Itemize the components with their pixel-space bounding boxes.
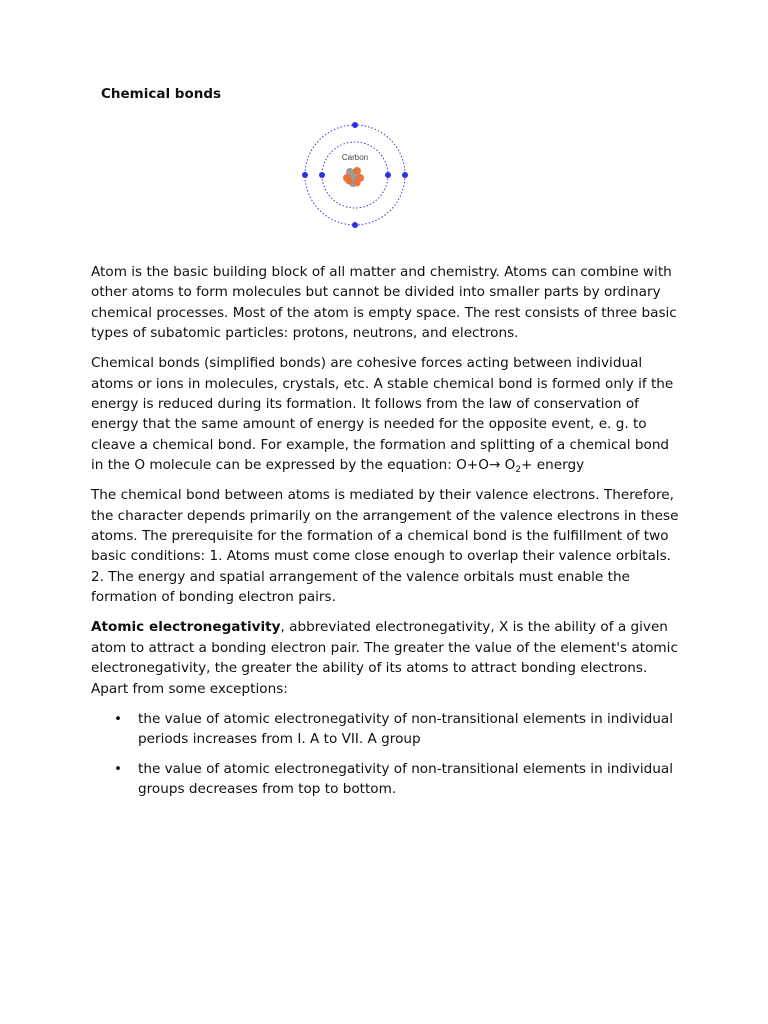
nucleus (343, 167, 364, 187)
list-item-text: the value of atomic electronegativity of non-transitional elements in individual periods increases from I. A to VII. A group (138, 710, 673, 747)
list-item (91, 759, 681, 800)
bold-term: Atomic electronegativity (91, 619, 281, 636)
paragraph-text: Chemical bonds (simplified bonds) are cohesive forces acting between individual atoms or ions in molecules, crystals, etc. A stable chemical bond is formed only if the energy is reduced during its formation. It follows from the law of conservation of energy that the same amount of energy is needed for the opposite event, e. g. to cleave a chemical bond. For example, the formation and splitting of a chemical bond in the O molecule can be expressed by the equation: O+O→ O (91, 355, 674, 474)
bullet-list (91, 709, 681, 800)
bullet-icon: • (114, 760, 123, 777)
list-item-text: the value of atomic electronegativity of non-transitional elements in individual groups decreases from top to bottom. (138, 760, 673, 798)
carbon-atom-bohr-model-icon (300, 120, 410, 230)
carbon-atom-figure (300, 120, 410, 230)
bullet-icon: • (114, 710, 123, 727)
list-item (91, 709, 681, 750)
document-body (91, 262, 681, 809)
paragraph-valence: The chemical bond between atoms is mediated by their valence electrons. Therefore, the character depends primarily on the arrangement of the valence electrons in these atoms. The prerequisite for the formation of a chemical bond is the fulfillment of two basic conditions: 1. Atoms must come close enough to overlap their valence orbitals. 2. The energy and spatial arrangement of the valence orbitals must enable the formation of bonding electron pairs. (91, 487, 679, 606)
atom-label: Carbon (341, 153, 369, 162)
paragraph-atom: Atom is the basic building block of all matter and chemistry. Atoms can combine with other atoms to form molecules but cannot be divided into smaller parts by ordinary chemical processes. Most of the atom is empty space. The rest consists of three basic types of subatomic particles: protons, neutrons, and electrons. (91, 264, 677, 342)
subscript-2: 2 (515, 465, 522, 476)
paragraph-electronegativity (91, 617, 681, 699)
page-title: Chemical bonds (101, 86, 222, 102)
paragraph-text: , abbreviated electronegativity, X is the ability of a given atom to attract a bonding electron pair. The greater the value of the element's atomic electronegativity, the greater the ability of its atoms to attract bonding electrons. Apart from some exceptions: (91, 619, 678, 697)
equation-tail: + energy (521, 457, 585, 474)
paragraph-chemical-bonds (91, 353, 681, 475)
